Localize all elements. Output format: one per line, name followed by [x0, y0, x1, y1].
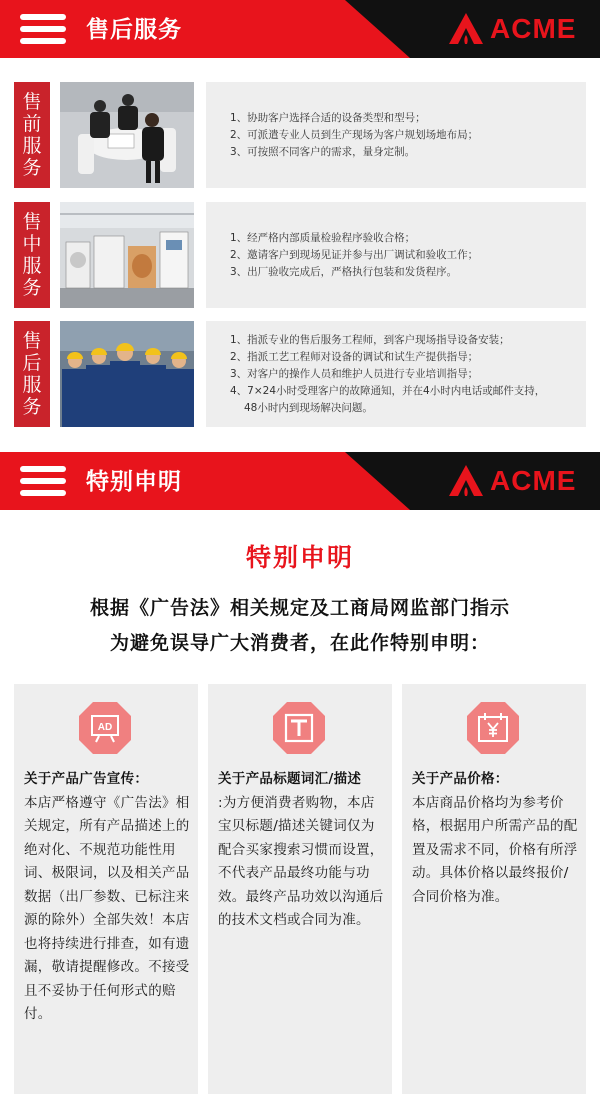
advertising-card	[14, 684, 198, 1094]
after-sales-service-row	[14, 321, 586, 427]
service-description: 1、指派专业的售后服务工程师，到客户现场指导设备安装； 2、指派工艺工程师对设备的调试和试生产提供指导； 3、对客户的操作人员和维护人员进行专业培训指导； 4、7×24小时受理客户的故障通知，并在4小时内电话或邮件支持， 48小时内到现场解决问题。	[206, 321, 586, 427]
special-notice-banner	[0, 452, 600, 510]
pre-sales-service-row	[14, 82, 586, 188]
engineers-team-photo	[60, 321, 194, 427]
title-wording-card	[208, 684, 392, 1094]
service-label: 售 后 服 务	[14, 321, 50, 427]
card-title: 关于产品广告宣传：	[24, 771, 149, 787]
banner-title: 售后服务	[86, 17, 182, 43]
card-title: 关于产品价格：	[412, 771, 509, 787]
service-label: 售 中 服 务	[14, 202, 50, 308]
service-description: 1、协助客户选择合适的设备类型和型号； 2、可派遣专业人员到生产现场为客户规划场地布局； 3、可按照不同客户的需求，量身定制。	[206, 82, 586, 188]
logo-text: ACME	[490, 465, 577, 496]
acme-flame-icon	[446, 464, 486, 498]
service-description: 1、经严格内部质量检验程序验收合格； 2、邀请客户到现场见证并参与出厂调试和验收工作； 3、出厂验收完成后，严格执行包装和发货程序。	[206, 202, 586, 308]
price-card	[402, 684, 586, 1094]
ad-icon	[77, 700, 133, 756]
svg-text:AD: AD	[97, 722, 113, 733]
card-text: :为方便消费者购物，本店宝贝标题/描述关键词仅为配合买家搜索习惯而设置，不代表产品最终功能与功效。最终产品功效以沟通后的技术文档或合同为准。	[218, 794, 384, 928]
menu-icon	[20, 14, 66, 44]
acme-flame-icon	[446, 12, 486, 46]
menu-icon	[20, 466, 66, 496]
notice-line-2: 为避免误导广大消费者，在此作特别申明：	[109, 632, 490, 654]
in-sales-service-row	[14, 202, 586, 308]
notice-line-1: 根据《广告法》相关规定及工商局网监部门指示	[89, 597, 510, 619]
business-meeting-photo	[60, 82, 194, 188]
service-label: 售 前 服 务	[14, 82, 50, 188]
after-sales-banner	[0, 0, 600, 58]
notice-heading: 特别申明	[245, 543, 354, 572]
card-text: 本店商品价格均为参考价格，根据用户所需产品的配置及需求不同，价格有所浮动。具体价格以最终报价/合同价格为准。	[412, 794, 578, 905]
card-title: 关于产品标题词汇/描述	[218, 771, 362, 787]
factory-equipment-photo	[60, 202, 194, 308]
price-yuan-icon	[465, 700, 521, 756]
logo-text: ACME	[490, 13, 577, 44]
banner-title: 特别申明	[86, 469, 182, 495]
title-t-icon	[271, 700, 327, 756]
card-text: 本店严格遵守《广告法》相关规定，所有产品描述上的绝对化、不规范功能性用词、极限词，以及相关产品数据（出厂参数、已标注来源的除外）全部失效！本店也将持续进行排查，如有遗漏，敬请提醒修改。不接受且不妥协于任何形式的赔付。	[24, 794, 190, 1022]
